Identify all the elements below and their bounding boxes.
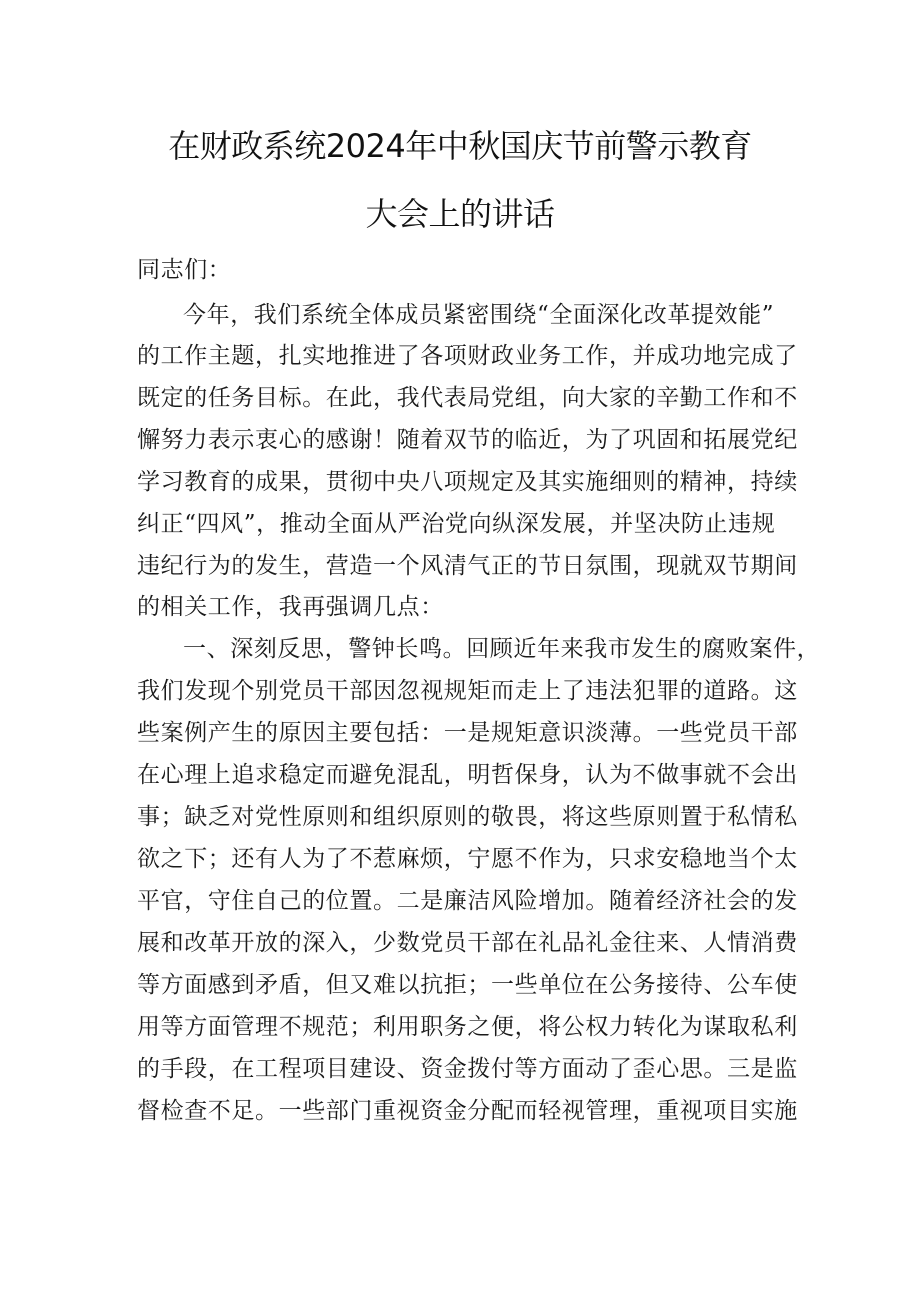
- paragraph-line: 些案例产生的原因主要包括：一是规矩意识淡薄。一些党员干部: [137, 720, 798, 746]
- paragraph-line: 等方面感到矛盾，但又难以抗拒；一些单位在公务接待、公车使: [137, 972, 798, 998]
- paragraph-line: 懈努力表示衷心的感谢！随着双节的临近，为了巩固和拓展党纪: [137, 427, 798, 453]
- paragraph-line: 纠正“四风”，推动全面从严治党向纵深发展，并坚决防止违规: [137, 511, 776, 537]
- paragraph-line: 的手段，在工程项目建设、资金拨付等方面动了歪心思。三是监: [137, 1056, 798, 1082]
- paragraph-line: 在心理上追求稳定而避免混乱，明哲保身，认为不做事就不会出: [137, 762, 798, 788]
- paragraph-line: 的相关工作，我再强调几点：: [137, 594, 444, 620]
- document-title-line-1: 在财政系统2024年中秋国庆节前警示教育: [168, 127, 752, 165]
- paragraph-line: 用等方面管理不规范；利用职务之便，将公权力转化为谋取私利: [137, 1014, 798, 1040]
- paragraph-line: 督检查不足。一些部门重视资金分配而轻视管理，重视项目实施: [137, 1098, 798, 1124]
- paragraph-line: 违纪行为的发生，营造一个风清气正的节日氛围，现就双节期间: [137, 553, 798, 579]
- paragraph-line: 欲之下；还有人为了不惹麻烦，宁愿不作为，只求安稳地当个太: [137, 846, 798, 872]
- paragraph-line: 既定的任务目标。在此，我代表局党组，向大家的辛勤工作和不: [137, 385, 798, 411]
- paragraph-line: 我们发现个别党员干部因忽视规矩而走上了违法犯罪的道路。这: [137, 678, 798, 704]
- paragraph-line: 学习教育的成果，贯彻中央八项规定及其实施细则的精神，持续: [137, 469, 798, 495]
- paragraph-line: 今年，我们系统全体成员紧密围绕“全面深化改革提效能”: [183, 302, 775, 328]
- document-title-line-2: 大会上的讲话: [365, 195, 555, 233]
- paragraph-line: 展和改革开放的深入，少数党员干部在礼品礼金往来、人情消费: [137, 930, 798, 956]
- paragraph-line: 平官，守住自己的位置。二是廉洁风险增加。随着经济社会的发: [137, 888, 798, 914]
- paragraph-line: 的工作主题，扎实地推进了各项财政业务工作，并成功地完成了: [137, 343, 798, 369]
- section-heading-line: 一、深刻反思，警钟长鸣。回顾近年来我市发生的腐败案件，: [183, 636, 821, 662]
- paragraph-line: 事；缺乏对党性原则和组织原则的敬畏，将这些原则置于私情私: [137, 804, 798, 830]
- salutation: 同志们：: [137, 257, 232, 283]
